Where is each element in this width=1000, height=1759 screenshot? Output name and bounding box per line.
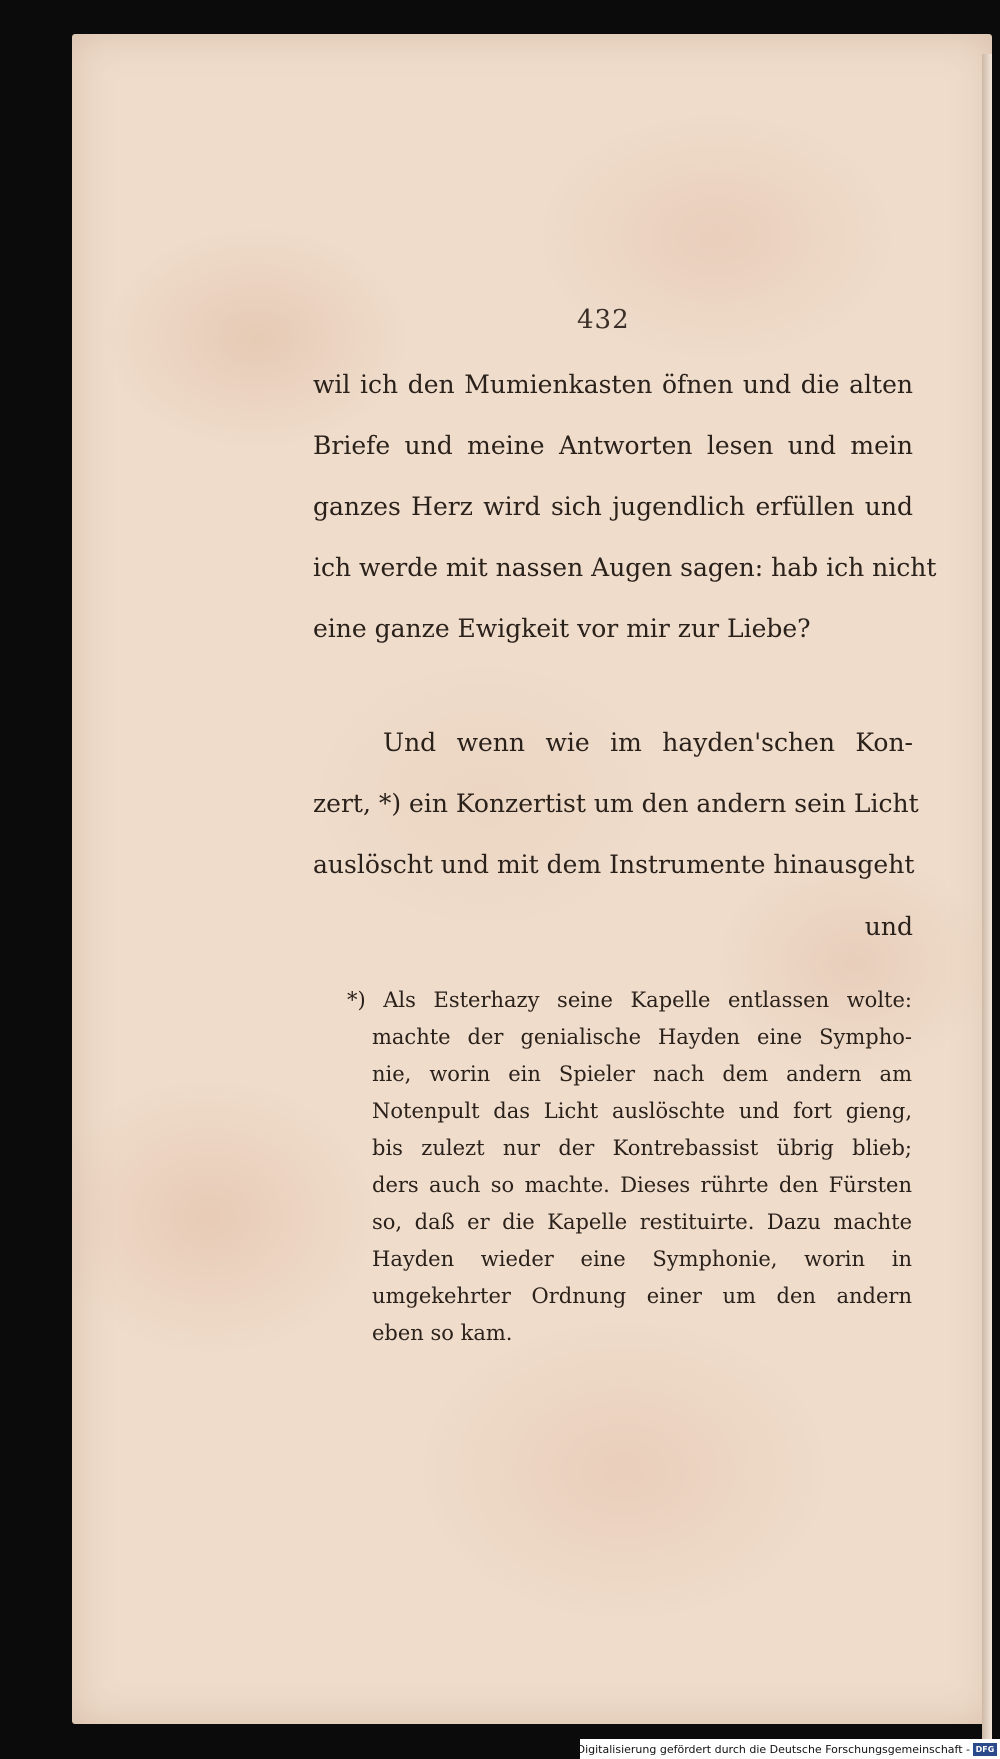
main-text-line: Briefe und meine Antworten lesen und mein	[313, 431, 913, 460]
footnote-line: Notenpult das Licht auslöschte und fort gieng,	[372, 1099, 912, 1123]
book-page	[72, 34, 992, 1724]
main-text-line: wil ich den Mumienkasten öfnen und die alten	[313, 370, 913, 399]
footnote-line: machte der genialische Hayden eine Sympho-	[372, 1025, 912, 1049]
footnote-line: eben so kam.	[372, 1321, 513, 1345]
main-text-line: ganzes Herz wird sich jugendlich erfüllen und	[313, 492, 913, 521]
page-edge	[982, 54, 992, 1754]
main-text-line: ich werde mit nassen Augen sagen: hab ich nicht	[313, 553, 937, 582]
paragraph-text-line: Und wenn wie im hayden'schen Kon-	[383, 728, 913, 757]
footnote-line: nie, worin ein Spieler nach dem andern am	[372, 1062, 912, 1086]
footnote-line: Hayden wieder eine Symphonie, worin in	[372, 1247, 912, 1271]
main-text-line: eine ganze Ewigkeit vor mir zur Liebe?	[313, 614, 811, 643]
footnote-line: ders auch so machte. Dieses rührte den Fürsten	[372, 1173, 912, 1197]
footnote-line: umgekehrter Ordnung einer um den andern	[372, 1284, 912, 1308]
page-number: 432	[577, 305, 630, 335]
footnote-line: so, daß er die Kapelle restituirte. Dazu machte	[372, 1210, 912, 1234]
footer-bar	[576, 1739, 1000, 1759]
dfg-logo: DFG	[973, 1743, 997, 1756]
catchword: und	[864, 912, 913, 941]
footnote-line: *) Als Esterhazy seine Kapelle entlassen wolte:	[347, 988, 912, 1012]
footnote-line: bis zulezt nur der Kontrebassist übrig blieb;	[372, 1136, 912, 1160]
paragraph-text-line: zert, *) ein Konzertist um den andern sein Licht	[313, 789, 919, 818]
paragraph-text-line: auslöscht und mit dem Instrumente hinausgeht	[313, 850, 915, 879]
digitization-credit: Digitalisierung gefördert durch die Deutsche Forschungsgemeinschaft -	[576, 1743, 970, 1756]
